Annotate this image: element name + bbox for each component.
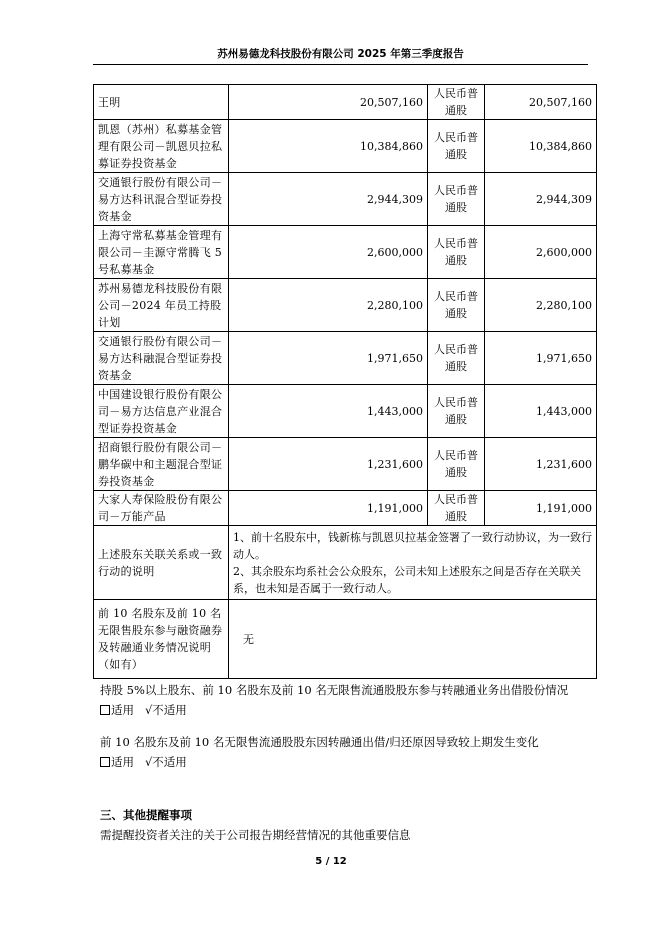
share-count: 1,971,650 — [485, 332, 597, 385]
holder-name: 交通银行股份有限公司－易方达科融混合型证券投资基金 — [94, 332, 229, 385]
share-class: 人民币普通股 — [428, 120, 485, 173]
table-row — [94, 385, 597, 438]
share-class: 人民币普通股 — [428, 85, 485, 120]
change-section-text: 前 10 名股东及前 10 名无限售流通股股东因转融通出借/归还原因导致较上期发生变化 — [100, 735, 539, 749]
share-class: 人民币普通股 — [428, 438, 485, 491]
holder-name: 中国建设银行股份有限公司－易方达信息产业混合型证券投资基金 — [94, 385, 229, 438]
table-row — [94, 491, 597, 526]
table-row — [94, 120, 597, 173]
page-header: 苏州易德龙科技股份有限公司 2025 年第三季度报告 — [93, 44, 588, 65]
share-count: 10,384,860 — [485, 120, 597, 173]
holder-name: 王明 — [94, 85, 229, 120]
table-row — [94, 173, 597, 226]
relation-note — [229, 526, 597, 600]
shareholders-table — [93, 84, 597, 679]
holder-shares: 1,971,650 — [229, 332, 428, 385]
lending-section-text: 持股 5%以上股东、前 10 名股东及前 10 名无限售流通股股东参与转融通业务出借股份情况 — [100, 683, 569, 697]
section-text: 需提醒投资者关注的关于公司报告期经营情况的其他重要信息 — [100, 828, 411, 842]
table-row — [94, 332, 597, 385]
relation-row — [94, 526, 597, 600]
holder-shares: 1,443,000 — [229, 385, 428, 438]
option-not-applicable-label: 不适用 — [152, 703, 187, 717]
share-count: 1,191,000 — [485, 491, 597, 526]
table-row — [94, 226, 597, 279]
change-options — [100, 752, 187, 772]
lending-options — [100, 700, 187, 720]
option-not-applicable-label: 不适用 — [152, 755, 187, 769]
financing-value: 无 — [229, 600, 597, 679]
relation-line-1: 1、前十名股东中，钱新栋与凯恩贝拉基金签署了一致行动协议，为一致行动人。 — [233, 530, 592, 561]
table-row — [94, 85, 597, 120]
holder-shares: 2,600,000 — [229, 226, 428, 279]
share-count: 2,944,309 — [485, 173, 597, 226]
share-count: 1,443,000 — [485, 385, 597, 438]
holder-shares: 10,384,860 — [229, 120, 428, 173]
checkbox-applicable[interactable] — [100, 757, 110, 767]
share-class: 人民币普通股 — [428, 173, 485, 226]
relation-label: 上述股东关联关系或一致行动的说明 — [94, 526, 229, 600]
financing-row — [94, 600, 597, 679]
holder-name: 上海守常私募基金管理有限公司－圭源守常腾飞 5 号私募基金 — [94, 226, 229, 279]
check-mark-icon: √ — [144, 703, 153, 717]
check-mark-icon: √ — [144, 755, 153, 769]
checkbox-applicable[interactable] — [100, 705, 110, 715]
holder-shares: 2,280,100 — [229, 279, 428, 332]
holder-name: 凯恩（苏州）私募基金管理有限公司－凯恩贝拉私募证券投资基金 — [94, 120, 229, 173]
share-count: 20,507,160 — [485, 85, 597, 120]
holder-name: 招商银行股份有限公司－鹏华碳中和主题混合型证券投资基金 — [94, 438, 229, 491]
share-class: 人民币普通股 — [428, 332, 485, 385]
share-class: 人民币普通股 — [428, 491, 485, 526]
share-count: 2,600,000 — [485, 226, 597, 279]
section-heading: 三、其他提醒事项 — [100, 808, 192, 822]
share-class: 人民币普通股 — [428, 385, 485, 438]
holder-shares: 1,191,000 — [229, 491, 428, 526]
option-applicable-label: 适用 — [111, 755, 134, 769]
holder-name: 交通银行股份有限公司－易方达科讯混合型证券投资基金 — [94, 173, 229, 226]
share-count: 1,231,600 — [485, 438, 597, 491]
holder-shares: 1,231,600 — [229, 438, 428, 491]
share-count: 2,280,100 — [485, 279, 597, 332]
table-row — [94, 438, 597, 491]
page-number: 5 / 12 — [315, 856, 347, 867]
option-applicable-label: 适用 — [111, 703, 134, 717]
holder-shares: 2,944,309 — [229, 173, 428, 226]
share-class: 人民币普通股 — [428, 279, 485, 332]
share-class: 人民币普通股 — [428, 226, 485, 279]
holder-name: 苏州易德龙科技股份有限公司－2024 年员工持股计划 — [94, 279, 229, 332]
financing-label: 前 10 名股东及前 10 名无限售股东参与融资融券及转融通业务情况说明（如有） — [94, 600, 229, 679]
table-row — [94, 279, 597, 332]
relation-line-2: 2、其余股东均系社会公众股东，公司未知上述股东之间是否存在关联关系，也未知是否属于一致行动人。 — [233, 564, 581, 595]
holder-shares: 20,507,160 — [229, 85, 428, 120]
holder-name: 大家人寿保险股份有限公司－万能产品 — [94, 491, 229, 526]
